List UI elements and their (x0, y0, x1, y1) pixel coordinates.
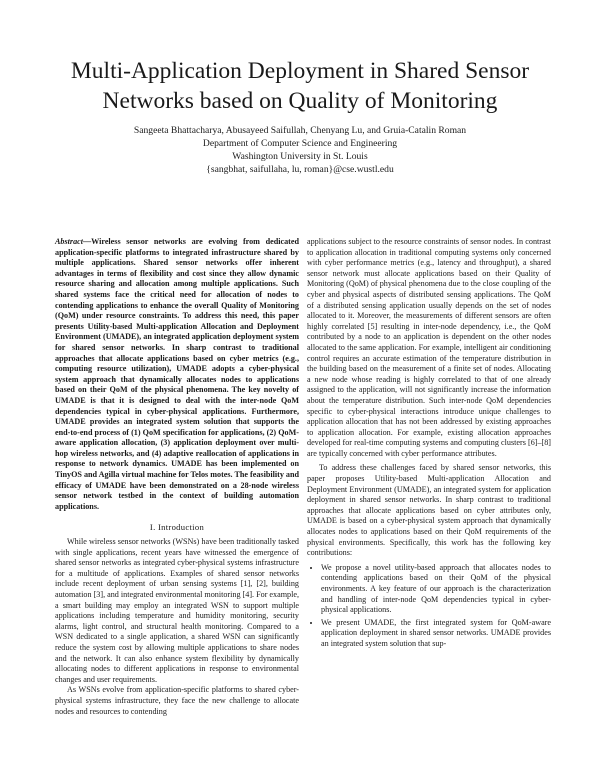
intro-paragraph-4: To address these challenges faced by shared sensor networks, this paper proposes Utility-based Multi-application Allocation and Deployment Environment (UMADE), an integrated system for application deployment in shared sensor networks. In sharp contrast to traditional approaches that allocate applications based on cyber attributes only, UMADE is based on a cyber-physical system approach that dynamically allocates nodes to applications based on their QoM requirements of the physical environments. Specifically, this work has the following key contributions: (307, 463, 551, 558)
author-block (30, 124, 570, 176)
contribution-list (307, 563, 551, 650)
paper-title (30, 56, 570, 116)
title-line-1: Multi-Application Deployment in Shared Sensor (70, 58, 530, 84)
abstract (55, 237, 299, 512)
contribution-item: • We present UMADE, the first integrated system for QoM-aware application deployment in shared sensor networks. UMADE provides an integrated system solution that sup- (321, 618, 551, 650)
author-department: Department of Computer Science and Engineering (202, 138, 398, 149)
abstract-lead: Abstract (55, 237, 83, 246)
abstract-text: —Wireless sensor networks are evolving from dedicated application-specific platforms to integrated infrastructure shared by multiple applications. Shared sensor networks offer inherent advantages in terms of flexibility and cost since they allow dynamic resource sharing and allocation among multiple applications. Such shared systems face the critical need for allocation of nodes to contending applications to enhance the overall Quality of Monitoring (QoM) under resource constraints. To address this need, this paper presents Utility-based Multi-application Allocation and Deployment Environment (UMADE), an integrated application deployment system for shared sensor networks. In sharp contrast to traditional approaches that allocate applications based on cyber metrics (e.g., computing resource utilization), UMADE adopts a cyber-physical system approach that dynamically allocates nodes to applications based on their QoM of the physical phenomena. The key novelty of UMADE is that it is designed to deal with the inter-node QoM dependencies typical in cyber-physical applications. Furthermore, UMADE provides an integrated system solution that supports the end-to-end process of (1) QoM specification for applications, (2) QoM-aware application allocation, (3) application deployment over multi-hop wireless networks, and (4) adaptive reallocation of applications in response to network dynamics. UMADE has been implemented on TinyOS and Agilla virtual machine for Telos motes. The feasibility and efficacy of UMADE have been demonstrated on a 28-node wireless sensor network testbed in the context of building automation applications. (55, 237, 300, 511)
author-emails: {sangbhat, saifullaha, lu, roman}@cse.wustl.edu (206, 164, 394, 175)
intro-paragraph-3: applications subject to the resource constraints of sensor nodes. In contrast to application allocation in traditional computing systems only concerned with cyber performance metrics (e.g., latency and throughput), a shared sensor network must allocate applications based on their Quality of Monitoring (QoM) of physical phenomena due to the close coupling of the cyber and physical aspects of distributed sensing applications. The QoM of a distributed sensing application usually depends on the set of nodes allocated to it. Moreover, the measurements of different sensors are often highly correlated [5] resulting in inter-node dependency, i.e., the QoM contributed by a node to an application is dependent on the other nodes allocated to the same application. For example, intelligent air conditioning control requires an accurate estimation of the temperature distribution in the building based on the measurement of a finite set of nodes. Allocating a new node whose reading is highly correlated to that of one already assigned to the application, will not significantly increase the information about the temperature distribution. Such inter-node QoM dependencies specific to cyber-physical interactions introduce unique challenges to application allocation that has not been addressed by existing approaches to application allocation. For example, existing allocation approaches developed for real-time computing systems and computing clusters [6]–[8] are typically concerned with cyber performance attributes. (307, 237, 551, 458)
intro-paragraph-1: While wireless sensor networks (WSNs) have been traditionally tasked with single applications, recent years have witnessed the emergence of shared sensor networks as integrated cyber-physical systems infrastructure for a multitude of applications. Examples of shared sensor networks include recent deployment of urban sensing systems [1], [2], building automation [3], and integrated environmental monitoring [4]. For example, a smart building may employ an integrated WSN to support multiple applications including temperature and humidity monitoring, security alarms, light control, and structural health monitoring. Compared to a WSN dedicated to a single application, a shared WSN can significantly reduce the system cost by allowing multiple applications to share nodes and the network. It can also enhance system flexibility by dynamically allocating nodes to different applications in response to environmental changes and user requirements. (55, 537, 299, 684)
right-column (307, 237, 551, 652)
contribution-item: • We propose a novel utility-based approach that allocates nodes to contending applications based on their QoM of the physical environments. A key feature of our approach is the characterization and handling of inter-node QoM dependencies typical in cyber-physical applications. (321, 563, 551, 616)
intro-paragraph-2: As WSNs evolve from application-specific platforms to shared cyber-physical systems infrastructure, they face the new challenge to allocate nodes and resources to contending (55, 685, 299, 716)
title-line-2: Networks based on Quality of Monitoring (102, 88, 498, 114)
section-heading-introduction: I. Introduction (149, 522, 205, 533)
author-names: Sangeeta Bhattacharya, Abusayeed Saifullah, Chenyang Lu, and Gruia-Catalin Roman (133, 125, 467, 136)
author-university: Washington University in St. Louis (232, 151, 368, 162)
left-column (55, 237, 299, 717)
